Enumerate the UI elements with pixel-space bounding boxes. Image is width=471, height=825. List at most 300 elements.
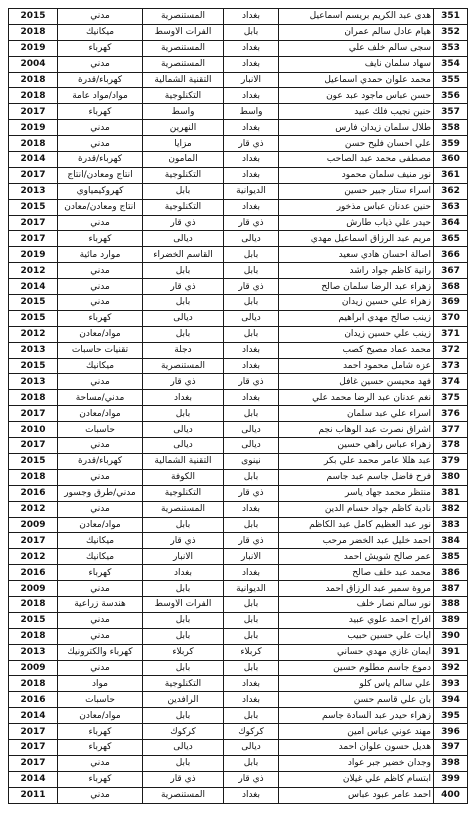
specialty-cell: مدني [58, 660, 143, 676]
full-name-cell: احمد عامر عبود عباس [279, 787, 434, 803]
full-name-cell: زهراء حيدر عبد السادة جاسم [279, 708, 434, 724]
table-row [9, 231, 468, 247]
university-cell: ذي قار [143, 215, 224, 231]
table-row [9, 152, 468, 168]
graduation-year-cell: 2015 [9, 453, 58, 469]
specialty-cell: كهرباء والكترونيك [58, 644, 143, 660]
table-row [9, 120, 468, 136]
university-cell: ذي قار [143, 771, 224, 787]
row-number-cell: 359 [434, 136, 468, 152]
row-number-cell: 400 [434, 787, 468, 803]
full-name-cell: محمد عماد مصيخ كصب [279, 342, 434, 358]
graduation-year-cell: 2012 [9, 263, 58, 279]
row-number-cell: 358 [434, 120, 468, 136]
province-cell: ديالى [224, 438, 279, 454]
specialty-cell: كهرباء/قدرة [58, 152, 143, 168]
university-cell: التقنية الشمالية [143, 453, 224, 469]
graduation-year-cell: 2013 [9, 342, 58, 358]
university-cell: القاسم الخضراء [143, 247, 224, 263]
full-name-cell: حيدر علي ذياب طارش [279, 215, 434, 231]
row-number-cell: 398 [434, 755, 468, 771]
full-name-cell: ابتسام كاظم علي غيلان [279, 771, 434, 787]
province-cell: ديالى [224, 422, 279, 438]
specialty-cell: مدني [58, 501, 143, 517]
full-name-cell: ايمان غازي مهدي حساني [279, 644, 434, 660]
province-cell: ذي قار [224, 215, 279, 231]
specialty-cell: موارد مائية [58, 247, 143, 263]
province-cell: بغداد [224, 9, 279, 25]
province-cell: الديوانية [224, 581, 279, 597]
row-number-cell: 363 [434, 199, 468, 215]
row-number-cell: 384 [434, 533, 468, 549]
university-cell: بابل [143, 581, 224, 597]
row-number-cell: 364 [434, 215, 468, 231]
row-number-cell: 351 [434, 9, 468, 25]
specialty-cell: مدني [58, 628, 143, 644]
full-name-cell: زهراء عبد الرضا سلمان صالح [279, 279, 434, 295]
graduation-year-cell: 2013 [9, 183, 58, 199]
graduates-table-body [9, 9, 468, 804]
table-row [9, 136, 468, 152]
graduation-year-cell: 2015 [9, 9, 58, 25]
full-name-cell: نور منيف سلمان محمود [279, 167, 434, 183]
full-name-cell: بان علي قاسم حسن [279, 692, 434, 708]
specialty-cell: كهرباء/قدرة [58, 453, 143, 469]
table-row [9, 438, 468, 454]
province-cell: نينوى [224, 453, 279, 469]
specialty-cell: حاسبات [58, 422, 143, 438]
row-number-cell: 393 [434, 676, 468, 692]
graduation-year-cell: 2009 [9, 660, 58, 676]
province-cell: الديوانية [224, 183, 279, 199]
table-row [9, 72, 468, 88]
row-number-cell: 390 [434, 628, 468, 644]
full-name-cell: دموع جاسم مطلوم حسين [279, 660, 434, 676]
full-name-cell: عبد هللا عامر محمد علي بكر [279, 453, 434, 469]
graduation-year-cell: 2013 [9, 644, 58, 660]
row-number-cell: 396 [434, 724, 468, 740]
full-name-cell: هديل حسون علوان احمد [279, 739, 434, 755]
university-cell: المستنصرية [143, 40, 224, 56]
full-name-cell: حنين عدنان عباس مذخور [279, 199, 434, 215]
row-number-cell: 382 [434, 501, 468, 517]
university-cell: دجلة [143, 342, 224, 358]
graduation-year-cell: 2018 [9, 390, 58, 406]
specialty-cell: كهرباء [58, 565, 143, 581]
graduation-year-cell: 2016 [9, 485, 58, 501]
full-name-cell: محمد عبد خلف صالح [279, 565, 434, 581]
university-cell: المستنصرية [143, 787, 224, 803]
province-cell: الانبار [224, 549, 279, 565]
province-cell: بغداد [224, 56, 279, 72]
university-cell: الفرات الاوسط [143, 24, 224, 40]
specialty-cell: مدني [58, 581, 143, 597]
specialty-cell: مدني [58, 136, 143, 152]
province-cell: بابل [224, 660, 279, 676]
specialty-cell: مواد/معادن [58, 406, 143, 422]
province-cell: بغداد [224, 88, 279, 104]
specialty-cell: انتاج ومعادن/معادن [58, 199, 143, 215]
full-name-cell: ايات علي حسين حبيب [279, 628, 434, 644]
specialty-cell: كهرباء [58, 231, 143, 247]
table-row [9, 644, 468, 660]
university-cell: المستنصرية [143, 358, 224, 374]
full-name-cell: زينب علي حسين زيدان [279, 326, 434, 342]
graduation-year-cell: 2009 [9, 581, 58, 597]
specialty-cell: كهروكيمياوي [58, 183, 143, 199]
row-number-cell: 394 [434, 692, 468, 708]
province-cell: الانبار [224, 72, 279, 88]
full-name-cell: زهراء علي حسين زيدان [279, 295, 434, 311]
province-cell: بغداد [224, 676, 279, 692]
table-row [9, 167, 468, 183]
university-cell: المستنصرية [143, 501, 224, 517]
graduation-year-cell: 2018 [9, 676, 58, 692]
full-name-cell: منتظر محمد جهاد ياسر [279, 485, 434, 501]
province-cell: بابل [224, 755, 279, 771]
row-number-cell: 388 [434, 596, 468, 612]
row-number-cell: 367 [434, 263, 468, 279]
table-row [9, 739, 468, 755]
specialty-cell: مدني [58, 469, 143, 485]
table-row [9, 24, 468, 40]
university-cell: الرافدين [143, 692, 224, 708]
university-cell: ذي قار [143, 533, 224, 549]
specialty-cell: مدني [58, 263, 143, 279]
row-number-cell: 373 [434, 358, 468, 374]
full-name-cell: مريم عبد الرزاق اسماعيل مهدي [279, 231, 434, 247]
full-name-cell: علي احسان فليح حسن [279, 136, 434, 152]
specialty-cell: مدني [58, 612, 143, 628]
province-cell: ذي قار [224, 533, 279, 549]
graduation-year-cell: 2019 [9, 247, 58, 263]
university-cell: بغداد [143, 390, 224, 406]
graduation-year-cell: 2013 [9, 374, 58, 390]
province-cell: بابل [224, 708, 279, 724]
university-cell: كربلاء [143, 644, 224, 660]
specialty-cell: مواد/معادن [58, 517, 143, 533]
graduation-year-cell: 2017 [9, 215, 58, 231]
full-name-cell: سهاد سلمان نايف [279, 56, 434, 72]
row-number-cell: 365 [434, 231, 468, 247]
specialty-cell: مدني [58, 215, 143, 231]
specialty-cell: مدني [58, 120, 143, 136]
specialty-cell: كهرباء [58, 771, 143, 787]
specialty-cell: مدني [58, 279, 143, 295]
table-row [9, 56, 468, 72]
province-cell: كربلاء [224, 644, 279, 660]
university-cell: الانبار [143, 549, 224, 565]
table-row [9, 708, 468, 724]
university-cell: الفرات الاوسط [143, 596, 224, 612]
specialty-cell: مدني [58, 438, 143, 454]
province-cell: ذي قار [224, 374, 279, 390]
university-cell: كركوك [143, 724, 224, 740]
table-row [9, 628, 468, 644]
specialty-cell: مدني [58, 295, 143, 311]
specialty-cell: هندسة زراعية [58, 596, 143, 612]
full-name-cell: محمد علوان حمدي اسماعيل [279, 72, 434, 88]
table-row [9, 755, 468, 771]
specialty-cell: مدني [58, 374, 143, 390]
row-number-cell: 383 [434, 517, 468, 533]
province-cell: بابل [224, 247, 279, 263]
university-cell: بابل [143, 517, 224, 533]
row-number-cell: 353 [434, 40, 468, 56]
row-number-cell: 377 [434, 422, 468, 438]
university-cell: ديالى [143, 310, 224, 326]
specialty-cell: مواد/معادن [58, 708, 143, 724]
full-name-cell: حسن عباس ماجود عبد عون [279, 88, 434, 104]
province-cell: بغداد [224, 152, 279, 168]
graduation-year-cell: 2018 [9, 72, 58, 88]
province-cell: بغداد [224, 199, 279, 215]
table-row [9, 533, 468, 549]
province-cell: بابل [224, 596, 279, 612]
university-cell: بابل [143, 628, 224, 644]
table-row [9, 549, 468, 565]
graduates-table [8, 8, 468, 804]
full-name-cell: هيام عادل سالم عمران [279, 24, 434, 40]
specialty-cell: تقنيات حاسبات [58, 342, 143, 358]
table-row [9, 660, 468, 676]
full-name-cell: نادية كاظم جواد حسام الدين [279, 501, 434, 517]
university-cell: بابل [143, 295, 224, 311]
university-cell: ذي قار [143, 374, 224, 390]
province-cell: بغداد [224, 501, 279, 517]
row-number-cell: 387 [434, 581, 468, 597]
province-cell: بغداد [224, 390, 279, 406]
full-name-cell: فهد محيسن حسين غافل [279, 374, 434, 390]
university-cell: بغداد [143, 565, 224, 581]
university-cell: ديالى [143, 739, 224, 755]
university-cell: الكوفة [143, 469, 224, 485]
province-cell: كركوك [224, 724, 279, 740]
university-cell: ديالى [143, 231, 224, 247]
province-cell: ديالى [224, 310, 279, 326]
graduation-year-cell: 2015 [9, 358, 58, 374]
table-row [9, 676, 468, 692]
graduation-year-cell: 2014 [9, 708, 58, 724]
graduation-year-cell: 2017 [9, 739, 58, 755]
specialty-cell: مواد/مواد عامة [58, 88, 143, 104]
graduation-year-cell: 2018 [9, 469, 58, 485]
full-name-cell: زهراء عباس راهي حسين [279, 438, 434, 454]
province-cell: بغداد [224, 692, 279, 708]
table-row [9, 771, 468, 787]
specialty-cell: انتاج ومعادن/انتاج [58, 167, 143, 183]
table-row [9, 517, 468, 533]
specialty-cell: مدني [58, 755, 143, 771]
specialty-cell: ميكانيك [58, 549, 143, 565]
row-number-cell: 399 [434, 771, 468, 787]
graduation-year-cell: 2018 [9, 136, 58, 152]
university-cell: المستنصرية [143, 9, 224, 25]
province-cell: بابل [224, 628, 279, 644]
row-number-cell: 360 [434, 152, 468, 168]
province-cell: بابل [224, 517, 279, 533]
specialty-cell: كهرباء [58, 724, 143, 740]
graduation-year-cell: 2009 [9, 517, 58, 533]
graduation-year-cell: 2012 [9, 326, 58, 342]
graduation-year-cell: 2010 [9, 422, 58, 438]
province-cell: بابل [224, 295, 279, 311]
university-cell: واسط [143, 104, 224, 120]
table-row [9, 612, 468, 628]
graduation-year-cell: 2012 [9, 549, 58, 565]
province-cell: بابل [224, 326, 279, 342]
table-row [9, 279, 468, 295]
university-cell: ديالى [143, 422, 224, 438]
graduation-year-cell: 2014 [9, 279, 58, 295]
province-cell: ذي قار [224, 136, 279, 152]
table-row [9, 183, 468, 199]
table-row [9, 596, 468, 612]
university-cell: بابل [143, 708, 224, 724]
table-row [9, 501, 468, 517]
table-row [9, 88, 468, 104]
row-number-cell: 397 [434, 739, 468, 755]
row-number-cell: 376 [434, 406, 468, 422]
row-number-cell: 356 [434, 88, 468, 104]
specialty-cell: مدني/طرق وجسور [58, 485, 143, 501]
table-row [9, 565, 468, 581]
province-cell: ذي قار [224, 771, 279, 787]
full-name-cell: مروة سمير عبد الرزاق احمد [279, 581, 434, 597]
province-cell: بغداد [224, 358, 279, 374]
specialty-cell: مدني/مساحة [58, 390, 143, 406]
graduation-year-cell: 2019 [9, 120, 58, 136]
graduation-year-cell: 2015 [9, 199, 58, 215]
province-cell: بغداد [224, 120, 279, 136]
full-name-cell: عزه شامل محمود احمد [279, 358, 434, 374]
table-row [9, 247, 468, 263]
table-row [9, 724, 468, 740]
row-number-cell: 391 [434, 644, 468, 660]
graduation-year-cell: 2014 [9, 152, 58, 168]
specialty-cell: مواد/معادن [58, 326, 143, 342]
row-number-cell: 366 [434, 247, 468, 263]
university-cell: التقنية الشمالية [143, 72, 224, 88]
table-row [9, 406, 468, 422]
province-cell: ذي قار [224, 485, 279, 501]
province-cell: بابل [224, 263, 279, 279]
row-number-cell: 355 [434, 72, 468, 88]
full-name-cell: طلال سلمان زيدان فارس [279, 120, 434, 136]
table-row [9, 692, 468, 708]
province-cell: ديالى [224, 231, 279, 247]
university-cell: التكنلوجية [143, 199, 224, 215]
specialty-cell: كهرباء [58, 739, 143, 755]
graduation-year-cell: 2017 [9, 231, 58, 247]
row-number-cell: 371 [434, 326, 468, 342]
university-cell: التكنلوجية [143, 88, 224, 104]
university-cell: التكنلوجية [143, 167, 224, 183]
full-name-cell: مصطفى محمد عبد الصاحب [279, 152, 434, 168]
row-number-cell: 370 [434, 310, 468, 326]
province-cell: بابل [224, 469, 279, 485]
specialty-cell: كهرباء/قدرة [58, 72, 143, 88]
full-name-cell: وجدان خضير جبر عواد [279, 755, 434, 771]
graduation-year-cell: 2015 [9, 612, 58, 628]
full-name-cell: رانية كاظم جواد راشد [279, 263, 434, 279]
table-row [9, 342, 468, 358]
table-row [9, 215, 468, 231]
graduation-year-cell: 2018 [9, 24, 58, 40]
graduation-year-cell: 2014 [9, 771, 58, 787]
full-name-cell: عمر صالح شويش احمد [279, 549, 434, 565]
province-cell: بابل [224, 406, 279, 422]
graduation-year-cell: 2016 [9, 565, 58, 581]
row-number-cell: 389 [434, 612, 468, 628]
university-cell: النهرين [143, 120, 224, 136]
graduation-year-cell: 2015 [9, 310, 58, 326]
full-name-cell: اصالة احسان هادي سعيد [279, 247, 434, 263]
row-number-cell: 379 [434, 453, 468, 469]
province-cell: ديالى [224, 739, 279, 755]
university-cell: بابل [143, 263, 224, 279]
row-number-cell: 374 [434, 374, 468, 390]
province-cell: بغداد [224, 565, 279, 581]
graduation-year-cell: 2018 [9, 88, 58, 104]
row-number-cell: 362 [434, 183, 468, 199]
university-cell: المامون [143, 152, 224, 168]
university-cell: بابل [143, 612, 224, 628]
university-cell: بابل [143, 406, 224, 422]
table-row [9, 787, 468, 803]
table-row [9, 453, 468, 469]
graduation-year-cell: 2017 [9, 167, 58, 183]
graduation-year-cell: 2016 [9, 692, 58, 708]
full-name-cell: هدى عبد الكريم بريسم اسماعيل [279, 9, 434, 25]
full-name-cell: مهند عوني عباس امين [279, 724, 434, 740]
row-number-cell: 372 [434, 342, 468, 358]
province-cell: بابل [224, 612, 279, 628]
table-row [9, 390, 468, 406]
full-name-cell: نور سالم نصار خلف [279, 596, 434, 612]
table-row [9, 295, 468, 311]
table-row [9, 469, 468, 485]
specialty-cell: حاسبات [58, 692, 143, 708]
table-row [9, 485, 468, 501]
table-row [9, 263, 468, 279]
university-cell: المستنصرية [143, 56, 224, 72]
row-number-cell: 375 [434, 390, 468, 406]
specialty-cell: مدني [58, 787, 143, 803]
specialty-cell: ميكانيك [58, 533, 143, 549]
graduation-year-cell: 2011 [9, 787, 58, 803]
full-name-cell: علي سالم ياس كلو [279, 676, 434, 692]
full-name-cell: اسراء ستار جبير حسين [279, 183, 434, 199]
graduation-year-cell: 2017 [9, 533, 58, 549]
university-cell: بابل [143, 326, 224, 342]
graduation-year-cell: 2017 [9, 406, 58, 422]
specialty-cell: ميكانيك [58, 24, 143, 40]
full-name-cell: اسراء علي عبد سلمان [279, 406, 434, 422]
full-name-cell: نور عبد العظيم كامل عبد الكاظم [279, 517, 434, 533]
row-number-cell: 369 [434, 295, 468, 311]
full-name-cell: نغم عدنان عبد الرضا محمد علي [279, 390, 434, 406]
table-row [9, 104, 468, 120]
full-name-cell: اشراق نصرت عبد الوهاب نجم [279, 422, 434, 438]
graduation-year-cell: 2018 [9, 596, 58, 612]
row-number-cell: 368 [434, 279, 468, 295]
graduation-year-cell: 2018 [9, 628, 58, 644]
table-row [9, 422, 468, 438]
row-number-cell: 352 [434, 24, 468, 40]
full-name-cell: افراح احمد علوي عبيد [279, 612, 434, 628]
province-cell: بغداد [224, 342, 279, 358]
